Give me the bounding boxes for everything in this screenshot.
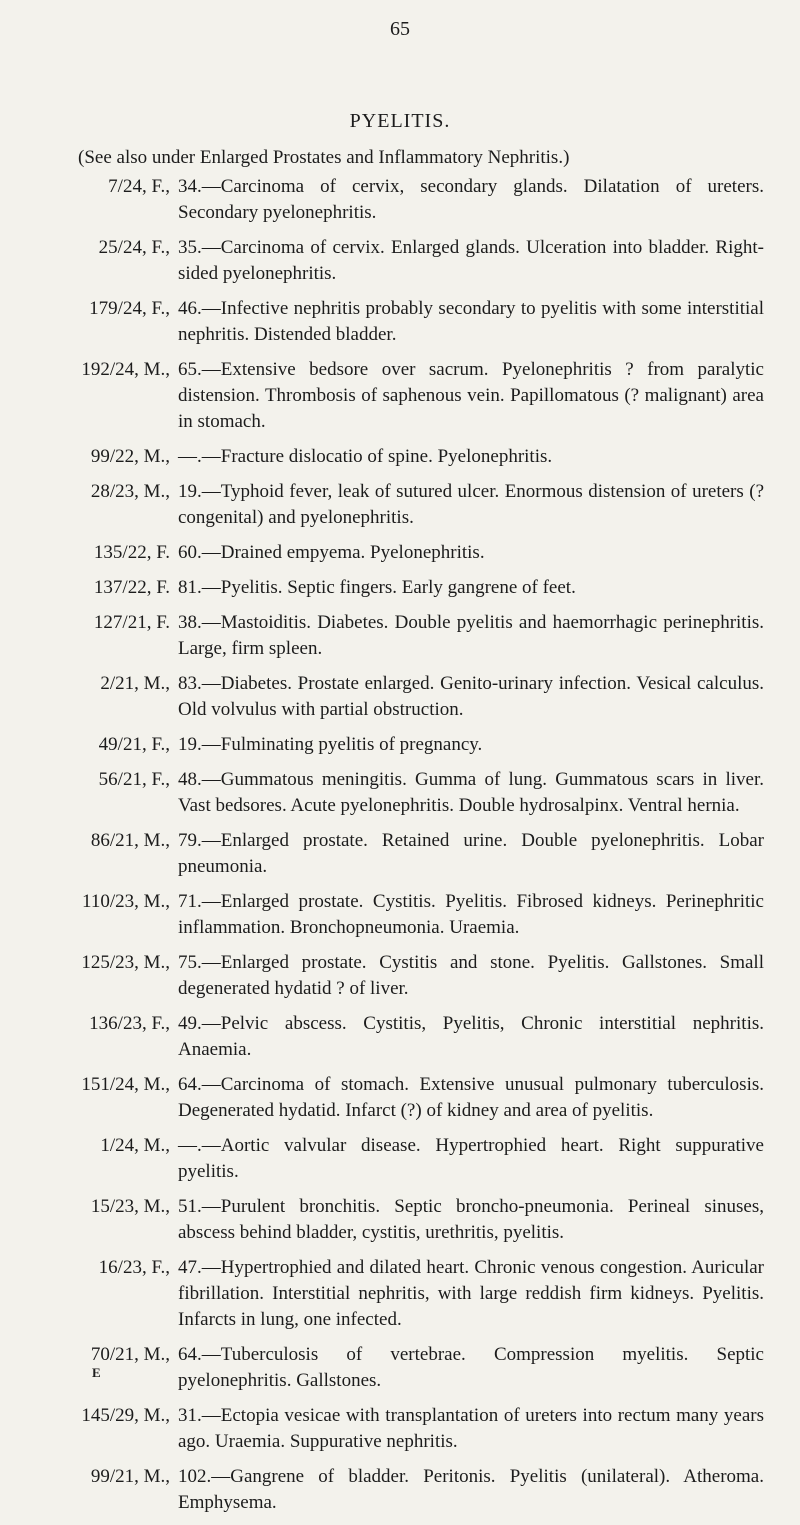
case-age: 38. [178,612,202,633]
case-reference: 56/21, F., [98,769,170,790]
case-reference: 110/23, M., [82,891,170,912]
case-description [178,296,764,348]
case-reference: 135/22, F. [93,542,170,563]
case-reference: 16/23, F., [98,1257,170,1278]
case-reference: 151/24, M., [81,1074,170,1095]
case-description [178,1342,764,1394]
case-entry [0,1133,800,1185]
case-entry [0,235,800,287]
case-age: 48. [178,769,202,790]
case-findings: —Enlarged prostate. Cystitis. Pyelitis. Fibrosed kidneys. Perinephritic inflammation. Bronchopneumonia. Uraemia. [178,891,764,938]
case-age: 75. [178,952,202,973]
case-findings: —Purulent bronchitis. Septic broncho-pneumonia. Perineal sinuses, abscess behind bladder, cystitis, urethritis, pyelitis. [178,1196,764,1243]
case-description [178,540,764,566]
case-findings: —Fracture dislocatio of spine. Pyelonephritis. [201,446,553,467]
case-reference: 145/29, M., [81,1405,170,1426]
case-age: 47. [178,1257,202,1278]
case-reference: 127/21, F. [93,612,170,633]
case-findings: —Carcinoma of cervix, secondary glands. Dilatation of ureters. Secondary pyelonephritis. [178,176,764,223]
case-age: —. [178,446,202,467]
case-description [178,1464,764,1516]
case-findings: —Enlarged prostate. Retained urine. Double pyelonephritis. Lobar pneumonia. [178,830,764,877]
case-entry [0,357,800,435]
case-reference: 7/24, F., [108,176,170,197]
case-entry [0,1011,800,1063]
case-age: 51. [178,1196,202,1217]
case-findings: —Typhoid fever, leak of sutured ulcer. Enormous distension of ureters (? congenital) and pyelonephritis. [178,481,764,528]
section-title: PYELITIS. [349,110,451,132]
see-also-note: (See also under Enlarged Prostates and Inflammatory Nephritis.) [78,147,570,168]
case-findings: —Diabetes. Prostate enlarged. Genito-urinary infection. Vesical calculus. Old volvulus with partial obstruction. [178,673,764,720]
case-description [178,357,764,435]
case-age: 60. [178,542,202,563]
case-age: 34. [178,176,202,197]
case-age: 65. [178,359,202,380]
case-entry [0,1403,800,1455]
case-findings: —Ectopia vesicae with transplantation of ureters into rectum many years ago. Uraemia. Suppurative nephritis. [178,1405,764,1452]
case-description [178,444,764,470]
case-description [178,1403,764,1455]
case-entry [0,1194,800,1246]
case-reference: 1/24, M., [100,1135,170,1156]
case-findings: —Gangrene of bladder. Peritonis. Pyelitis (unilateral). Atheroma. Emphysema. [178,1466,764,1513]
case-reference: 28/23, M., [90,481,170,502]
case-entry [0,732,800,758]
case-reference: 25/24, F., [98,237,170,258]
case-entry [0,950,800,1002]
case-findings: —Hypertrophied and dilated heart. Chronic venous congestion. Auricular fibrillation. Interstitial nephritis, with large reddish firm kidneys. Pyelitis. Infarcts in lung, one infected. [178,1257,764,1330]
case-entry [0,671,800,723]
case-age: 83. [178,673,202,694]
case-age: 46. [178,298,202,319]
case-entry [0,540,800,566]
case-findings: —Tuberculosis of vertebrae. Compression myelitis. Septic pyelonephritis. Gallstones. [178,1344,764,1391]
case-description [178,1194,764,1246]
case-description [178,1072,764,1124]
case-findings: —Carcinoma of stomach. Extensive unusual pulmonary tuberculosis. Degenerated hydatid. Infarct (?) of kidney and area of pyelitis. [178,1074,764,1121]
case-age: 19. [178,481,202,502]
case-reference: 125/23, M., [81,952,170,973]
case-age: 64. [178,1344,202,1365]
case-findings: —Infective nephritis probably secondary to pyelitis with some interstitial nephritis. Distended bladder. [178,298,764,345]
case-description [178,610,764,662]
case-age: 31. [178,1405,202,1426]
case-findings: —Drained empyema. Pyelonephritis. [201,542,485,563]
case-age: 71. [178,891,202,912]
case-age: 64. [178,1074,202,1095]
case-entry [0,444,800,470]
case-description [178,575,764,601]
case-description [178,1255,764,1333]
case-entry [0,767,800,819]
case-reference: 70/21, M., [90,1344,170,1365]
case-age: —. [178,1135,202,1156]
case-reference: 2/21, M., [100,673,170,694]
case-age: 19. [178,734,202,755]
case-description [178,828,764,880]
case-description [178,1133,764,1185]
case-entry [0,610,800,662]
case-findings: —Gummatous meningitis. Gumma of lung. Gummatous scars in liver. Vast bedsores. Acute pyelonephritis. Double hydrosalpinx. Ventral hernia. [178,769,764,816]
case-reference: 99/21, M., [90,1466,170,1487]
case-findings: —Enlarged prostate. Cystitis and stone. Pyelitis. Gallstones. Small degenerated hydatid ? of liver. [178,952,764,999]
case-description [178,235,764,287]
case-description [178,479,764,531]
case-age: 49. [178,1013,202,1034]
case-reference: 137/22, F. [93,577,170,598]
case-reference: 99/22, M., [90,446,170,467]
case-entry [0,174,800,226]
case-entry [0,296,800,348]
case-reference: 179/24, F., [89,298,170,319]
case-age: 102. [178,1466,212,1487]
case-reference: 192/24, M., [81,359,170,380]
case-age: 35. [178,237,202,258]
case-findings: —Carcinoma of cervix. Enlarged glands. Ulceration into bladder. Right-sided pyelonephritis. [178,237,764,284]
case-age: 81. [178,577,202,598]
case-reference: 15/23, M., [90,1196,170,1217]
case-description [178,174,764,226]
case-description [178,1011,764,1063]
case-entry [0,889,800,941]
case-findings: —Mastoiditis. Diabetes. Double pyelitis and haemorrhagic perinephritis. Large, firm spleen. [178,612,764,659]
signature-mark: E [92,1365,101,1380]
case-entry [0,1255,800,1333]
case-findings: —Aortic valvular disease. Hypertrophied heart. Right suppurative pyelitis. [178,1135,764,1182]
case-description [178,671,764,723]
case-entry [0,1072,800,1124]
case-description [178,889,764,941]
case-entry [0,479,800,531]
case-findings: —Pyelitis. Septic fingers. Early gangrene of feet. [201,577,576,598]
case-findings: —Pelvic abscess. Cystitis, Pyelitis, Chronic interstitial nephritis. Anaemia. [178,1013,764,1060]
case-findings: —Extensive bedsore over sacrum. Pyelonephritis ? from paralytic distension. Thrombosis of saphenous vein. Papillomatous (? malignant) area in stomach. [178,359,764,432]
case-description [178,767,764,819]
case-findings: —Fulminating pyelitis of pregnancy. [201,734,483,755]
case-entry [0,1342,800,1394]
case-list [0,174,800,1525]
page-number: 65 [390,18,410,40]
case-entry [0,1464,800,1516]
case-age: 79. [178,830,202,851]
case-entry [0,828,800,880]
case-description [178,732,764,758]
case-reference: 136/23, F., [89,1013,170,1034]
case-description [178,950,764,1002]
case-entry [0,575,800,601]
case-reference: 86/21, M., [90,830,170,851]
case-reference: 49/21, F., [98,734,170,755]
